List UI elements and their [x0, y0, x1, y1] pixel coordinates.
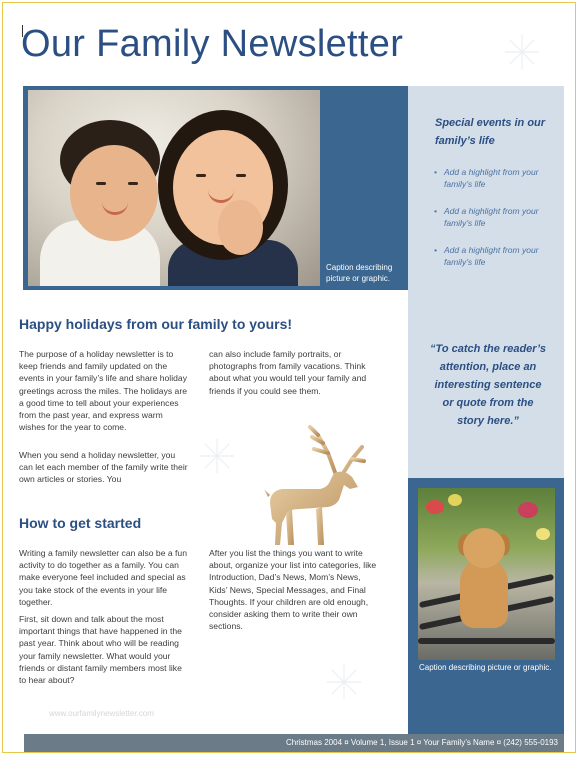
article-paragraph[interactable]: After you list the things you want to write about, organize your list into categories, like Introduction, Dad’s News, Mom’s News, Kids’ News, Special Messages, and Final Thoughts. If your children are old enough, consider asking them to write their own sections.: [209, 548, 377, 632]
girl-hand: [218, 200, 263, 255]
article-paragraph[interactable]: When you send a holiday newsletter, you can let each member of the family write their own articles or stories. You: [19, 450, 188, 485]
snowflake-icon: [503, 33, 541, 71]
deer-ornament-icon: [258, 423, 378, 548]
article-heading-holidays[interactable]: Happy holidays from our family to yours!: [19, 316, 293, 332]
girl-eye: [236, 174, 246, 177]
flower-shape: [426, 500, 444, 514]
puppy-body: [460, 558, 508, 628]
newsletter-title[interactable]: Our Family Newsletter: [21, 23, 404, 65]
puppy-photo[interactable]: [418, 488, 555, 660]
flower-shape: [448, 494, 462, 506]
highlights-list: [434, 166, 559, 283]
sidebar-photo-panel: [408, 478, 564, 734]
boy-eye: [96, 182, 106, 185]
children-photo[interactable]: [28, 90, 320, 286]
snowflake-icon: [325, 663, 363, 701]
article-paragraph[interactable]: The purpose of a holiday newsletter is to keep friends and family updated on the events in your family’s life and share holiday greetings across the miles. The holidays are a good time to tell about your experiences from the past year, and express warm wishes for the year to come.: [19, 349, 187, 433]
boy-eye: [128, 182, 138, 185]
top-photo-panel: [23, 86, 408, 290]
article-paragraph[interactable]: can also include family portraits, or photographs from family vacations. Think about what you would tell your family and friends if you could see them.: [209, 349, 367, 396]
girl-eye: [196, 174, 206, 177]
list-item[interactable]: • Add a highlight from your family’s life: [434, 205, 559, 229]
article-heading-get-started[interactable]: How to get started: [19, 515, 142, 531]
list-item[interactable]: • Add a highlight from your family’s life: [434, 244, 559, 268]
sidebar-panel: [408, 86, 564, 478]
list-item[interactable]: • Add a highlight from your family’s life: [434, 166, 559, 190]
newsletter-page: [2, 2, 576, 753]
sidebar-heading[interactable]: Special events in our family’s life: [435, 117, 546, 147]
footer-text[interactable]: Christmas 2004 ¤ Volume 1, Issue 1 ¤ Your Family’s Name ¤ (242) 555-0193: [286, 738, 558, 747]
boy-face: [70, 145, 158, 241]
top-photo-caption[interactable]: Caption describing picture or graphic.: [326, 263, 393, 283]
bench-bar: [418, 638, 555, 644]
snowflake-icon: [198, 437, 236, 475]
puppy-head: [463, 528, 505, 568]
footer-bar: [24, 734, 564, 752]
sidebar-photo-caption[interactable]: Caption describing picture or graphic.: [419, 663, 552, 672]
article-paragraph[interactable]: Writing a family newsletter can also be a fun activity to do together as a family. You can make everyone feel included and special as you take stock of the events in your life together.: [19, 548, 187, 607]
flower-shape: [536, 528, 550, 540]
flower-shape: [518, 502, 538, 518]
pull-quote[interactable]: “To catch the reader’s attention, place an interesting sentence or quote from the story here.”: [430, 343, 546, 427]
watermark-text: www.ourfamilynewsletter.com: [49, 709, 154, 718]
article-paragraph[interactable]: First, sit down and talk about the most important things that have happened in the past year. Think about who will be reading your family newsletter. What would your friends or distant family members most like to hear about?: [19, 614, 182, 686]
